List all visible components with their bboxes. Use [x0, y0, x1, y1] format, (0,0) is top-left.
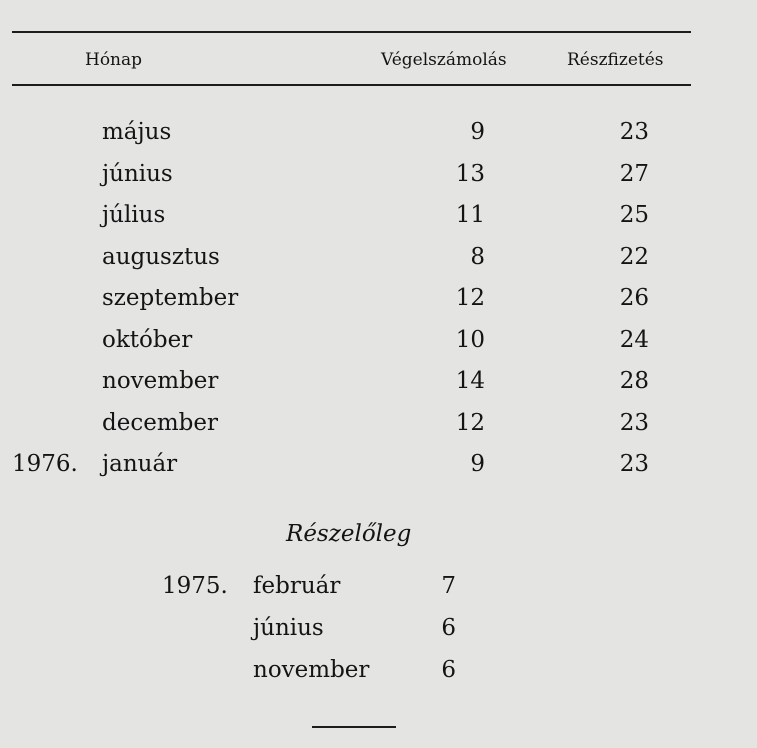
row-month: január — [102, 451, 178, 477]
row-final-settlement: 11 — [455, 202, 485, 228]
header-partial-payment: Részfizetés — [567, 50, 664, 70]
header-final-settlement: Végelszámolás — [381, 50, 507, 70]
row-month: szeptember — [102, 285, 239, 311]
closing-rule — [312, 726, 396, 728]
table-row — [0, 408, 757, 438]
advance-month: június — [253, 615, 324, 641]
row-month: május — [102, 119, 172, 145]
row-month: június — [102, 160, 173, 187]
row-partial-payment: 22 — [619, 243, 649, 270]
advance-row — [0, 613, 757, 643]
table-row — [0, 200, 757, 230]
row-month: december — [102, 409, 218, 436]
row-month: augusztus — [102, 243, 220, 270]
advance-value: 7 — [441, 573, 456, 599]
row-final-settlement: 10 — [455, 326, 485, 353]
table-row — [0, 366, 757, 396]
row-partial-payment: 23 — [619, 451, 649, 477]
advance-value: 6 — [441, 615, 456, 641]
row-partial-payment: 27 — [619, 160, 649, 187]
row-final-settlement: 12 — [455, 409, 485, 436]
advance-title: Részelőleg — [286, 521, 412, 547]
row-month: október — [102, 326, 193, 353]
header-bottom-rule — [12, 84, 691, 86]
advance-row — [0, 655, 757, 685]
row-month: július — [102, 202, 166, 228]
row-final-settlement: 9 — [470, 451, 485, 477]
table-row — [0, 325, 757, 355]
advance-month: február — [253, 573, 341, 599]
advance-year: 1975. — [162, 573, 228, 599]
table-row — [0, 449, 757, 479]
row-partial-payment: 26 — [619, 285, 649, 311]
row-year: 1976. — [12, 451, 78, 477]
row-partial-payment: 23 — [619, 119, 649, 145]
advance-row — [0, 571, 757, 601]
table-row — [0, 159, 757, 189]
row-final-settlement: 14 — [455, 368, 485, 394]
row-final-settlement: 9 — [470, 119, 485, 145]
advance-month: november — [253, 657, 370, 683]
row-partial-payment: 23 — [619, 409, 649, 436]
advance-value: 6 — [441, 657, 456, 683]
row-partial-payment: 25 — [619, 202, 649, 228]
table-row — [0, 242, 757, 272]
row-partial-payment: 24 — [619, 326, 649, 353]
header-month: Hónap — [85, 50, 143, 70]
row-final-settlement: 12 — [455, 285, 485, 311]
row-final-settlement: 8 — [470, 243, 485, 270]
row-month: november — [102, 368, 219, 394]
table-row — [0, 117, 757, 147]
table-top-rule — [12, 31, 691, 33]
table-row — [0, 283, 757, 313]
row-partial-payment: 28 — [619, 368, 649, 394]
row-final-settlement: 13 — [455, 160, 485, 187]
